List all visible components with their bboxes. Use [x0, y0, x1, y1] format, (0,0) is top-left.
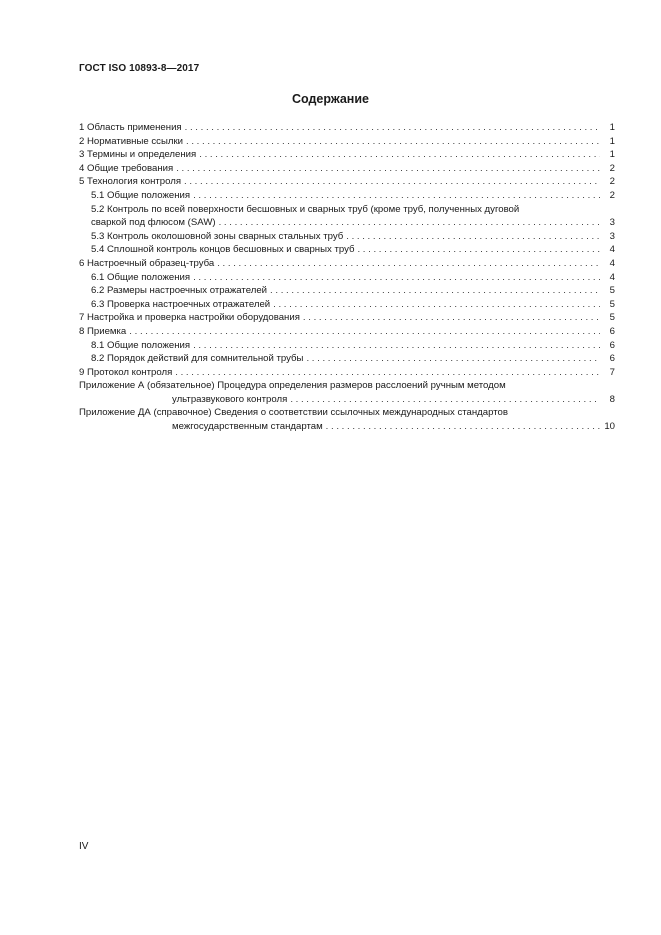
toc-entry-8-2[interactable]: [79, 352, 615, 366]
toc-entry-page: 6: [609, 353, 615, 365]
dot-leader: [290, 393, 600, 407]
toc-entry-label: 6.2 Размеры настроечных отражателей: [91, 285, 268, 297]
toc-entry-4[interactable]: [79, 162, 615, 176]
toc-entry-label-line2: межгосударственным стандартам: [172, 421, 323, 433]
toc-entry-5-4[interactable]: [79, 243, 615, 257]
toc-entry-page: 5: [609, 285, 615, 297]
toc-entry-label-line1: Приложение ДА (справочное) Сведения о соответствии ссылочных международных стандартов: [79, 407, 508, 419]
document-code: ГОСТ ISO 10893-8—2017: [79, 63, 200, 74]
toc-entry-page: 2: [609, 162, 615, 174]
dot-leader: [346, 230, 600, 244]
toc-entry-label: 1 Область применения: [79, 122, 182, 133]
toc-entry-6[interactable]: [79, 257, 615, 271]
toc-entry-page: 6: [609, 339, 615, 351]
toc-entry-page: 5: [609, 312, 615, 324]
dot-leader: [270, 284, 600, 298]
toc-entry-5[interactable]: [79, 175, 615, 189]
page-number: IV: [79, 841, 89, 852]
toc-entry-6-1[interactable]: [79, 271, 615, 285]
toc-entry-5-1[interactable]: [79, 189, 615, 203]
toc-entry-label: 5 Технология контроля: [79, 176, 182, 188]
toc-entry-5-3[interactable]: [79, 230, 615, 244]
toc-entry-label: 3 Термины и определения: [79, 149, 197, 161]
toc-entry-label: 4 Общие требования: [79, 162, 174, 174]
toc-entry-page: 5: [609, 298, 615, 310]
toc-entry-1[interactable]: [79, 121, 615, 135]
dot-leader: [129, 325, 600, 339]
dot-leader: [186, 135, 600, 149]
toc-entry-8-1[interactable]: [79, 339, 615, 353]
toc-entry-label: 8 Приемка: [79, 325, 127, 337]
toc-entry-page: 2: [609, 176, 615, 188]
toc-entry-page: 8: [609, 393, 615, 405]
toc-entry-page: 1: [609, 122, 615, 133]
toc-entry-2[interactable]: [79, 135, 615, 149]
dot-leader: [184, 175, 600, 189]
dot-leader: [185, 121, 600, 135]
toc-entry-6-3[interactable]: [79, 298, 615, 312]
dot-leader: [217, 257, 600, 271]
toc-entry-label-line1: 5.2 Контроль по всей поверхности бесшовных и сварных труб (кроме труб, полученных дуговой: [91, 203, 520, 215]
toc-entry-label: 6.3 Проверка настроечных отражателей: [91, 298, 271, 310]
dot-leader: [193, 339, 600, 353]
dot-leader: [175, 366, 600, 380]
dot-leader: [193, 189, 600, 203]
dot-leader: [199, 148, 600, 162]
toc-entry-label: 8.2 Порядок действий для сомнительной трубы: [91, 353, 304, 365]
dot-leader: [193, 271, 600, 285]
toc-entry-label: 9 Протокол контроля: [79, 366, 173, 378]
dot-leader: [176, 162, 600, 176]
toc-entry-label: 5.4 Сплошной контроль концов бесшовных и сварных труб: [91, 244, 355, 256]
toc-entry-label: 8.1 Общие положения: [91, 339, 191, 351]
dot-leader: [219, 216, 600, 230]
toc-entry-page: 4: [609, 257, 615, 269]
toc-entry-7[interactable]: [79, 311, 615, 325]
toc-entry-6-2[interactable]: [79, 284, 615, 298]
toc-entry-page: 7: [609, 366, 615, 378]
toc-entry-9[interactable]: [79, 366, 615, 380]
toc-entry-label-line1: Приложение А (обязательное) Процедура определения размеров расслоений ручным методом: [79, 380, 506, 392]
toc-entry-page: 1: [609, 135, 615, 147]
dot-leader: [326, 420, 600, 434]
toc-entry-page: 2: [609, 189, 615, 201]
toc-entry-page: 4: [609, 271, 615, 283]
toc-entry-label: 6 Настроечный образец-труба: [79, 257, 215, 269]
toc-entry-label: 2 Нормативные ссылки: [79, 135, 184, 147]
table-of-contents: [79, 121, 615, 434]
toc-entry-page: 3: [609, 230, 615, 242]
toc-entry-label: 5.1 Общие положения: [91, 189, 191, 201]
page-title: Содержание: [291, 92, 369, 106]
dot-leader: [357, 243, 600, 257]
dot-leader: [303, 311, 600, 325]
toc-entry-label: 7 Настройка и проверка настройки оборудования: [79, 312, 300, 324]
toc-entry-page: 4: [609, 244, 615, 256]
toc-entry-page: 10: [604, 421, 615, 433]
toc-entry-label: 5.3 Контроль околошовной зоны сварных стальных труб: [91, 230, 344, 242]
toc-entry-appendix-da[interactable]: [79, 406, 615, 433]
dot-leader: [306, 352, 600, 366]
toc-entry-page: 1: [609, 149, 615, 161]
toc-entry-page: 3: [609, 217, 615, 229]
toc-entry-page: 6: [609, 325, 615, 337]
toc-entry-3[interactable]: [79, 148, 615, 162]
toc-entry-label-line2: сваркой под флюсом (SAW): [91, 217, 216, 229]
toc-entry-8[interactable]: [79, 325, 615, 339]
toc-entry-5-2[interactable]: [79, 203, 615, 230]
dot-leader: [273, 298, 600, 312]
toc-entry-label-line2: ультразвукового контроля: [172, 393, 288, 405]
toc-entry-appendix-a[interactable]: [79, 379, 615, 406]
toc-entry-label: 6.1 Общие положения: [91, 271, 191, 283]
